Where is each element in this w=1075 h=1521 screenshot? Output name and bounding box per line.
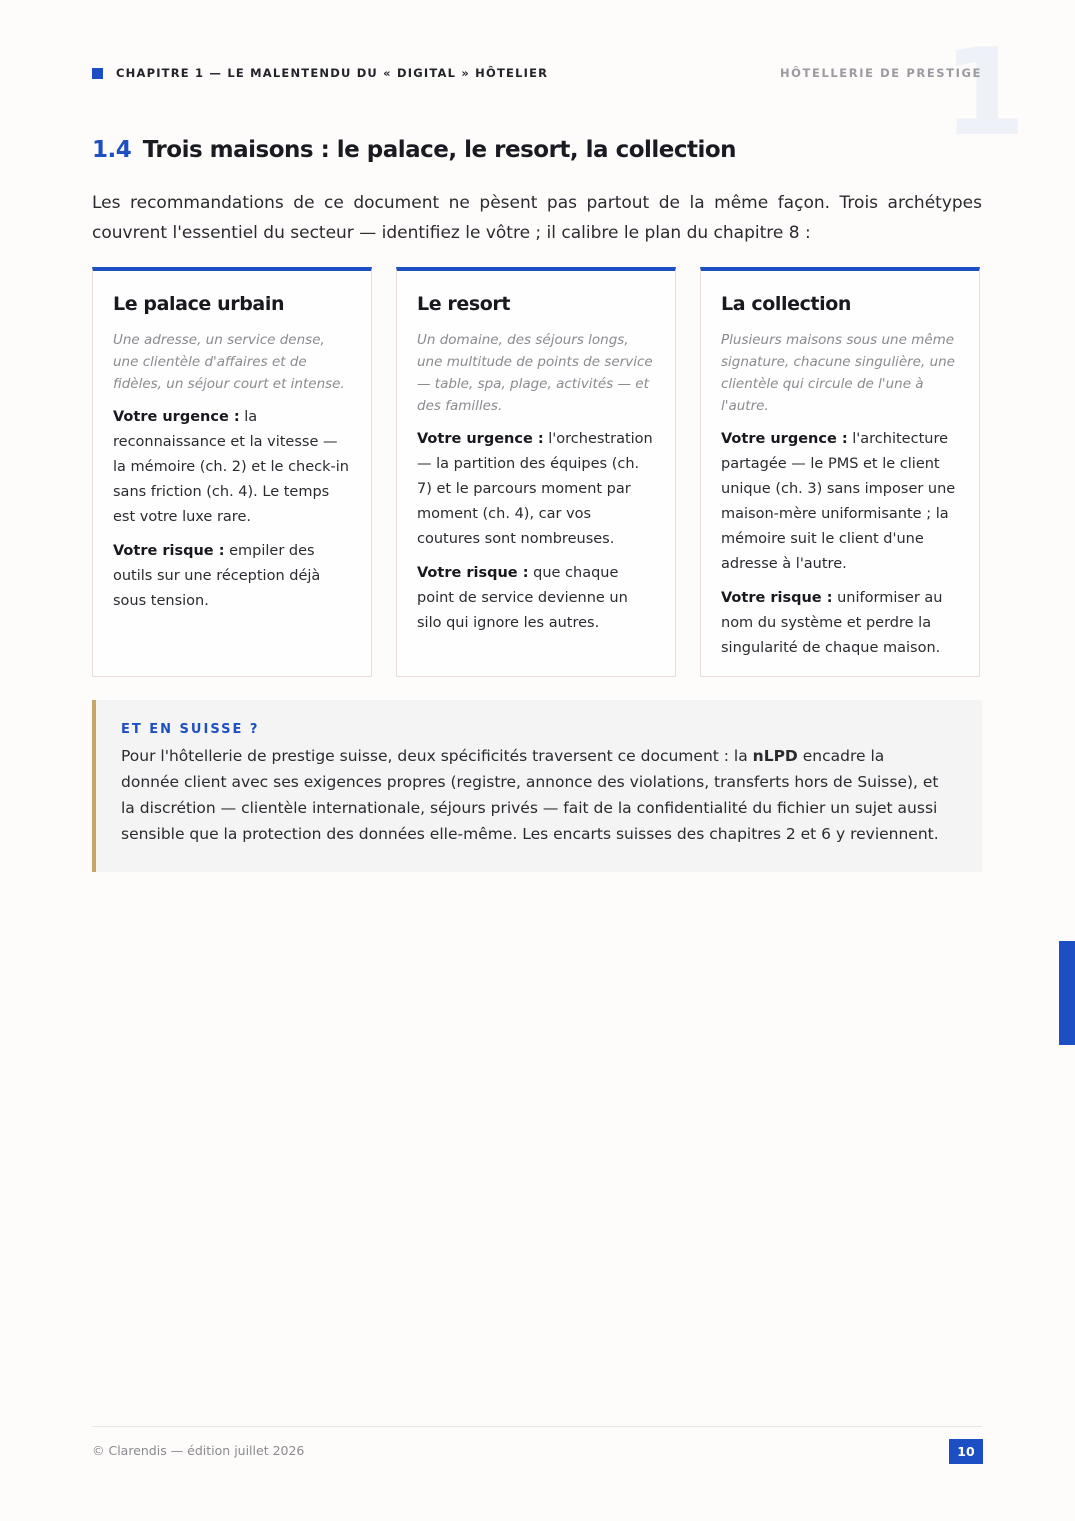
card-collection	[700, 267, 980, 677]
urgency-text: la reconnaissance et la vitesse — la mémoire (ch. 2) et le check-in sans friction (ch. 4). Le temps est votre luxe rare.	[113, 409, 349, 525]
card-resort	[396, 267, 676, 677]
callout-text	[121, 743, 942, 847]
risk-text: uniformiser au nom du système et perdre la singularité de chaque maison.	[721, 590, 943, 656]
card-risk	[417, 561, 655, 636]
card-description: Un domaine, des séjours longs, une multitude de points de service — table, spa, plage, activités — et des familles.	[417, 332, 653, 414]
section-intro: Les recommandations de ce document ne pèsent pas partout de la même façon. Trois archétypes couvrent l'essentiel du secteur — identifiez le vôtre ; il calibre le plan du chapitre 8 :	[92, 193, 982, 243]
card-urgency	[721, 427, 959, 577]
callout-text-after: encadre la donnée client avec ses exigences propres (registre, annonce des violations, transferts hors de Suisse), et la discrétion — clientèle internationale, séjours privés — fait de la confidentialité du fichier un sujet aussi sensible que la protection des données elle-même. Les encarts suisses des chapitres 2 et 6 y reviennent.	[121, 747, 939, 843]
callout-title: ET EN SUISSE ?	[121, 722, 260, 737]
risk-label: Votre risque :	[721, 590, 833, 606]
card-urgency	[113, 405, 351, 530]
card-urgency	[417, 427, 655, 552]
callout-text-before: Pour l'hôtellerie de prestige suisse, deux spécificités traversent ce document : la	[121, 747, 753, 765]
header-brand: HÔTELLERIE DE PRESTIGE	[779, 66, 982, 80]
card-palace	[92, 267, 372, 677]
card-title: La collection	[721, 293, 852, 315]
footer-divider	[92, 1426, 982, 1427]
urgency-label: Votre urgence :	[417, 431, 544, 447]
risk-text: empiler des outils sur une réception déjà sous tension.	[113, 543, 321, 609]
section-number: 1.4	[92, 137, 132, 163]
urgency-text: l'architecture partagée — le PMS et le client unique (ch. 3) sans imposer une maison-mère uniformisante ; la mémoire suit le client d'une adresse à l'autre.	[721, 431, 956, 572]
card-title: Le palace urbain	[113, 293, 285, 315]
callout-text-bold: nLPD	[752, 747, 798, 765]
header-square-icon	[92, 68, 103, 79]
section-title-text: Trois maisons : le palace, le resort, la collection	[142, 137, 737, 163]
swiss-callout	[92, 700, 982, 872]
risk-label: Votre risque :	[417, 565, 529, 581]
card-risk	[113, 539, 351, 614]
footer-copyright: © Clarendis — édition juillet 2026	[92, 1443, 305, 1458]
section-title	[92, 137, 982, 163]
chapter-side-tab	[1059, 941, 1075, 1045]
risk-text: que chaque point de service devienne un silo qui ignore les autres.	[417, 565, 628, 631]
urgency-label: Votre urgence :	[721, 431, 848, 447]
card-risk	[721, 586, 959, 661]
card-title: Le resort	[417, 293, 511, 315]
risk-label: Votre risque :	[113, 543, 225, 559]
urgency-label: Votre urgence :	[113, 409, 240, 425]
header-chapter: CHAPITRE 1 — LE MALENTENDU DU « DIGITAL » HÔTELIER	[116, 66, 549, 80]
urgency-text: l'orchestration — la partition des équipes (ch. 7) et le parcours moment par moment (ch. 4), car vos coutures sont nombreuses.	[417, 431, 653, 547]
chapter-numeral-watermark: 1	[942, 24, 1022, 163]
card-description: Une adresse, un service dense, une clientèle d'affaires et de fidèles, un séjour court et intense.	[113, 332, 345, 392]
page-number: 10	[949, 1439, 983, 1464]
card-description: Plusieurs maisons sous une même signature, chacune singulière, une clientèle qui circule de l'une à l'autre.	[721, 332, 955, 414]
running-header	[92, 66, 982, 82]
